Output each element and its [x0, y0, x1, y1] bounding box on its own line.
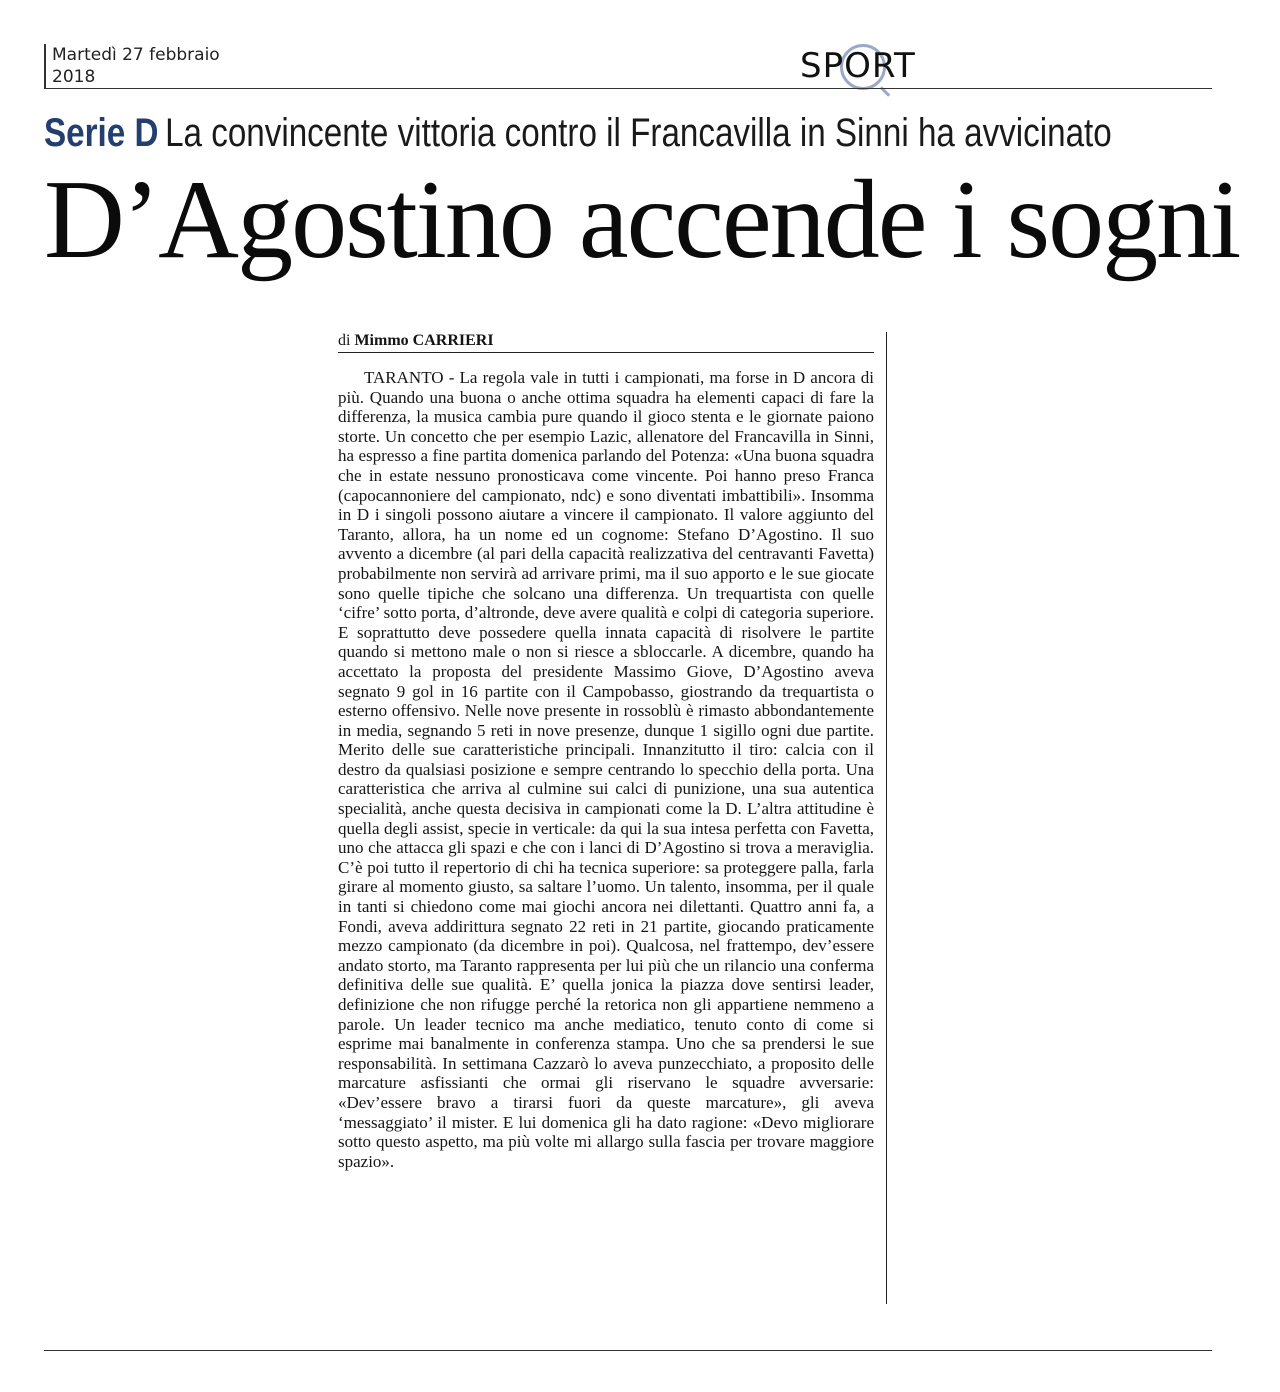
issue-date	[44, 44, 220, 88]
byline-prefix: di	[338, 332, 351, 349]
headline: D’Agostino accende i sogni	[44, 158, 1240, 282]
issue-date-day: Martedì 27 febbraio	[52, 45, 220, 65]
byline-author: Mimmo CARRIERI	[354, 332, 494, 349]
article-body	[338, 368, 874, 1308]
byline	[338, 330, 874, 353]
column-divider	[886, 332, 887, 1304]
kicker-text: La convincente vittoria contro il Francavilla in Sinni ha avvicinato	[165, 111, 1112, 155]
kicker-line	[44, 108, 1112, 158]
issue-date-year: 2018	[52, 67, 96, 87]
section-title: SPORT	[800, 46, 916, 86]
section-header	[796, 44, 932, 88]
kicker-box	[44, 108, 1214, 158]
kicker-tag: Serie D	[44, 111, 159, 155]
article-paragraph: TARANTO - La regola vale in tutti i campionati, ma forse in D ancora di più. Quando una buona o anche ottima squadra ha elementi capaci di fare la differenza, la musica cambia pure quando il gioco stenta e le giornate paiono storte. Un concetto che per esempio Lazic, allenatore del Francavilla in Sinni, ha espresso a fine partita domenica parlando del Potenza: «Una buona squadra che in estate nessuno pronosticava come vincente. Poi hanno preso Franca (capocannoniere del campionato, ndc) e sono diventati imbattibili». Insomma in D i singoli possono aiutare a vincere il campionato. Il valore aggiunto del Taranto, allora, ha un nome ed un cognome: Stefano D’Agostino. Il suo avvento a dicembre (al pari della capacità realizzativa del centravanti Favetta) probabilmente non servirà ad arrivare primi, ma il suo apporto e le sue giocate sono quelle tipiche che solcano una differenza. Un trequartista con quelle ‘cifre’ sotto porta, d’altronde, deve avere qualità e colpi di categoria superiore. E soprattutto deve possedere quella innata capacità di risolvere le partite quando si mettono male o non si riesce a sbloccarle. A dicembre, quando ha accettato la proposta del presidente Massimo Giove, D’Agostino aveva segnato 9 gol in 16 partite con il Campobasso, giostrando da trequartista o esterno offensivo. Nelle nove presente in rossoblù è rimasto abbondantemente in media, segnando 5 reti in nove presenze, dunque 1 sigillo ogni due partite. Merito delle sue caratteristiche principali. Innanzitutto il tiro: calcia con il destro da qualsiasi posizione e sempre centrando lo specchio della porta. Una caratteristica che arriva al culmine sui calci di punizione, una sua autentica specialità, anche questa decisiva in campionati come la D. L’altra attitudine è quella degli assist, specie in verticale: da qui la sua intesa perfetta con Favetta, uno che attacca gli spazi e che con i lanci di D’Agostino si trova a meraviglia. C’è poi tutto il repertorio di chi ha tecnica superiore: sa proteggere palla, farla girare al momento giusto, sa saltare l’uomo. Un talento, insomma, per il quale in tanti si chiedono come mai giochi ancora nei dilettanti. Quattro anni fa, a Fondi, aveva addirittura segnato 22 reti in 21 partite, giocando praticamente mezzo campionato (da dicembre in poi). Qualcosa, nel frattempo, dev’essere andato storto, ma Taranto rappresenta per lui più che un rilancio una conferma definitiva delle sue qualità. E’ quella jonica la piazza dove sentirsi leader, definizione che non rifugge perché la retorica non gli appartiene nemmeno a parole. Un leader tecnico ma anche mediatico, tenuto conto di come si esprime mai banalmente in conferenza stampa. Uno che sa prendersi le sue responsabilità. In settimana Cazzarò lo aveva punzecchiato, a proposito delle marcature asfissianti che ormai gli riservano le squadre avversarie: «Dev’essere bravo a tirarsi fuori da queste marcature», gli aveva ‘messaggiato’ il mister. E lui domenica gli ha dato ragione: «Devo migliorare sotto questo aspetto, ma più volte mi allargo sulla fascia per trovare maggiore spazio».	[338, 368, 874, 1171]
footer-divider	[44, 1350, 1212, 1351]
header-divider	[44, 88, 1212, 89]
